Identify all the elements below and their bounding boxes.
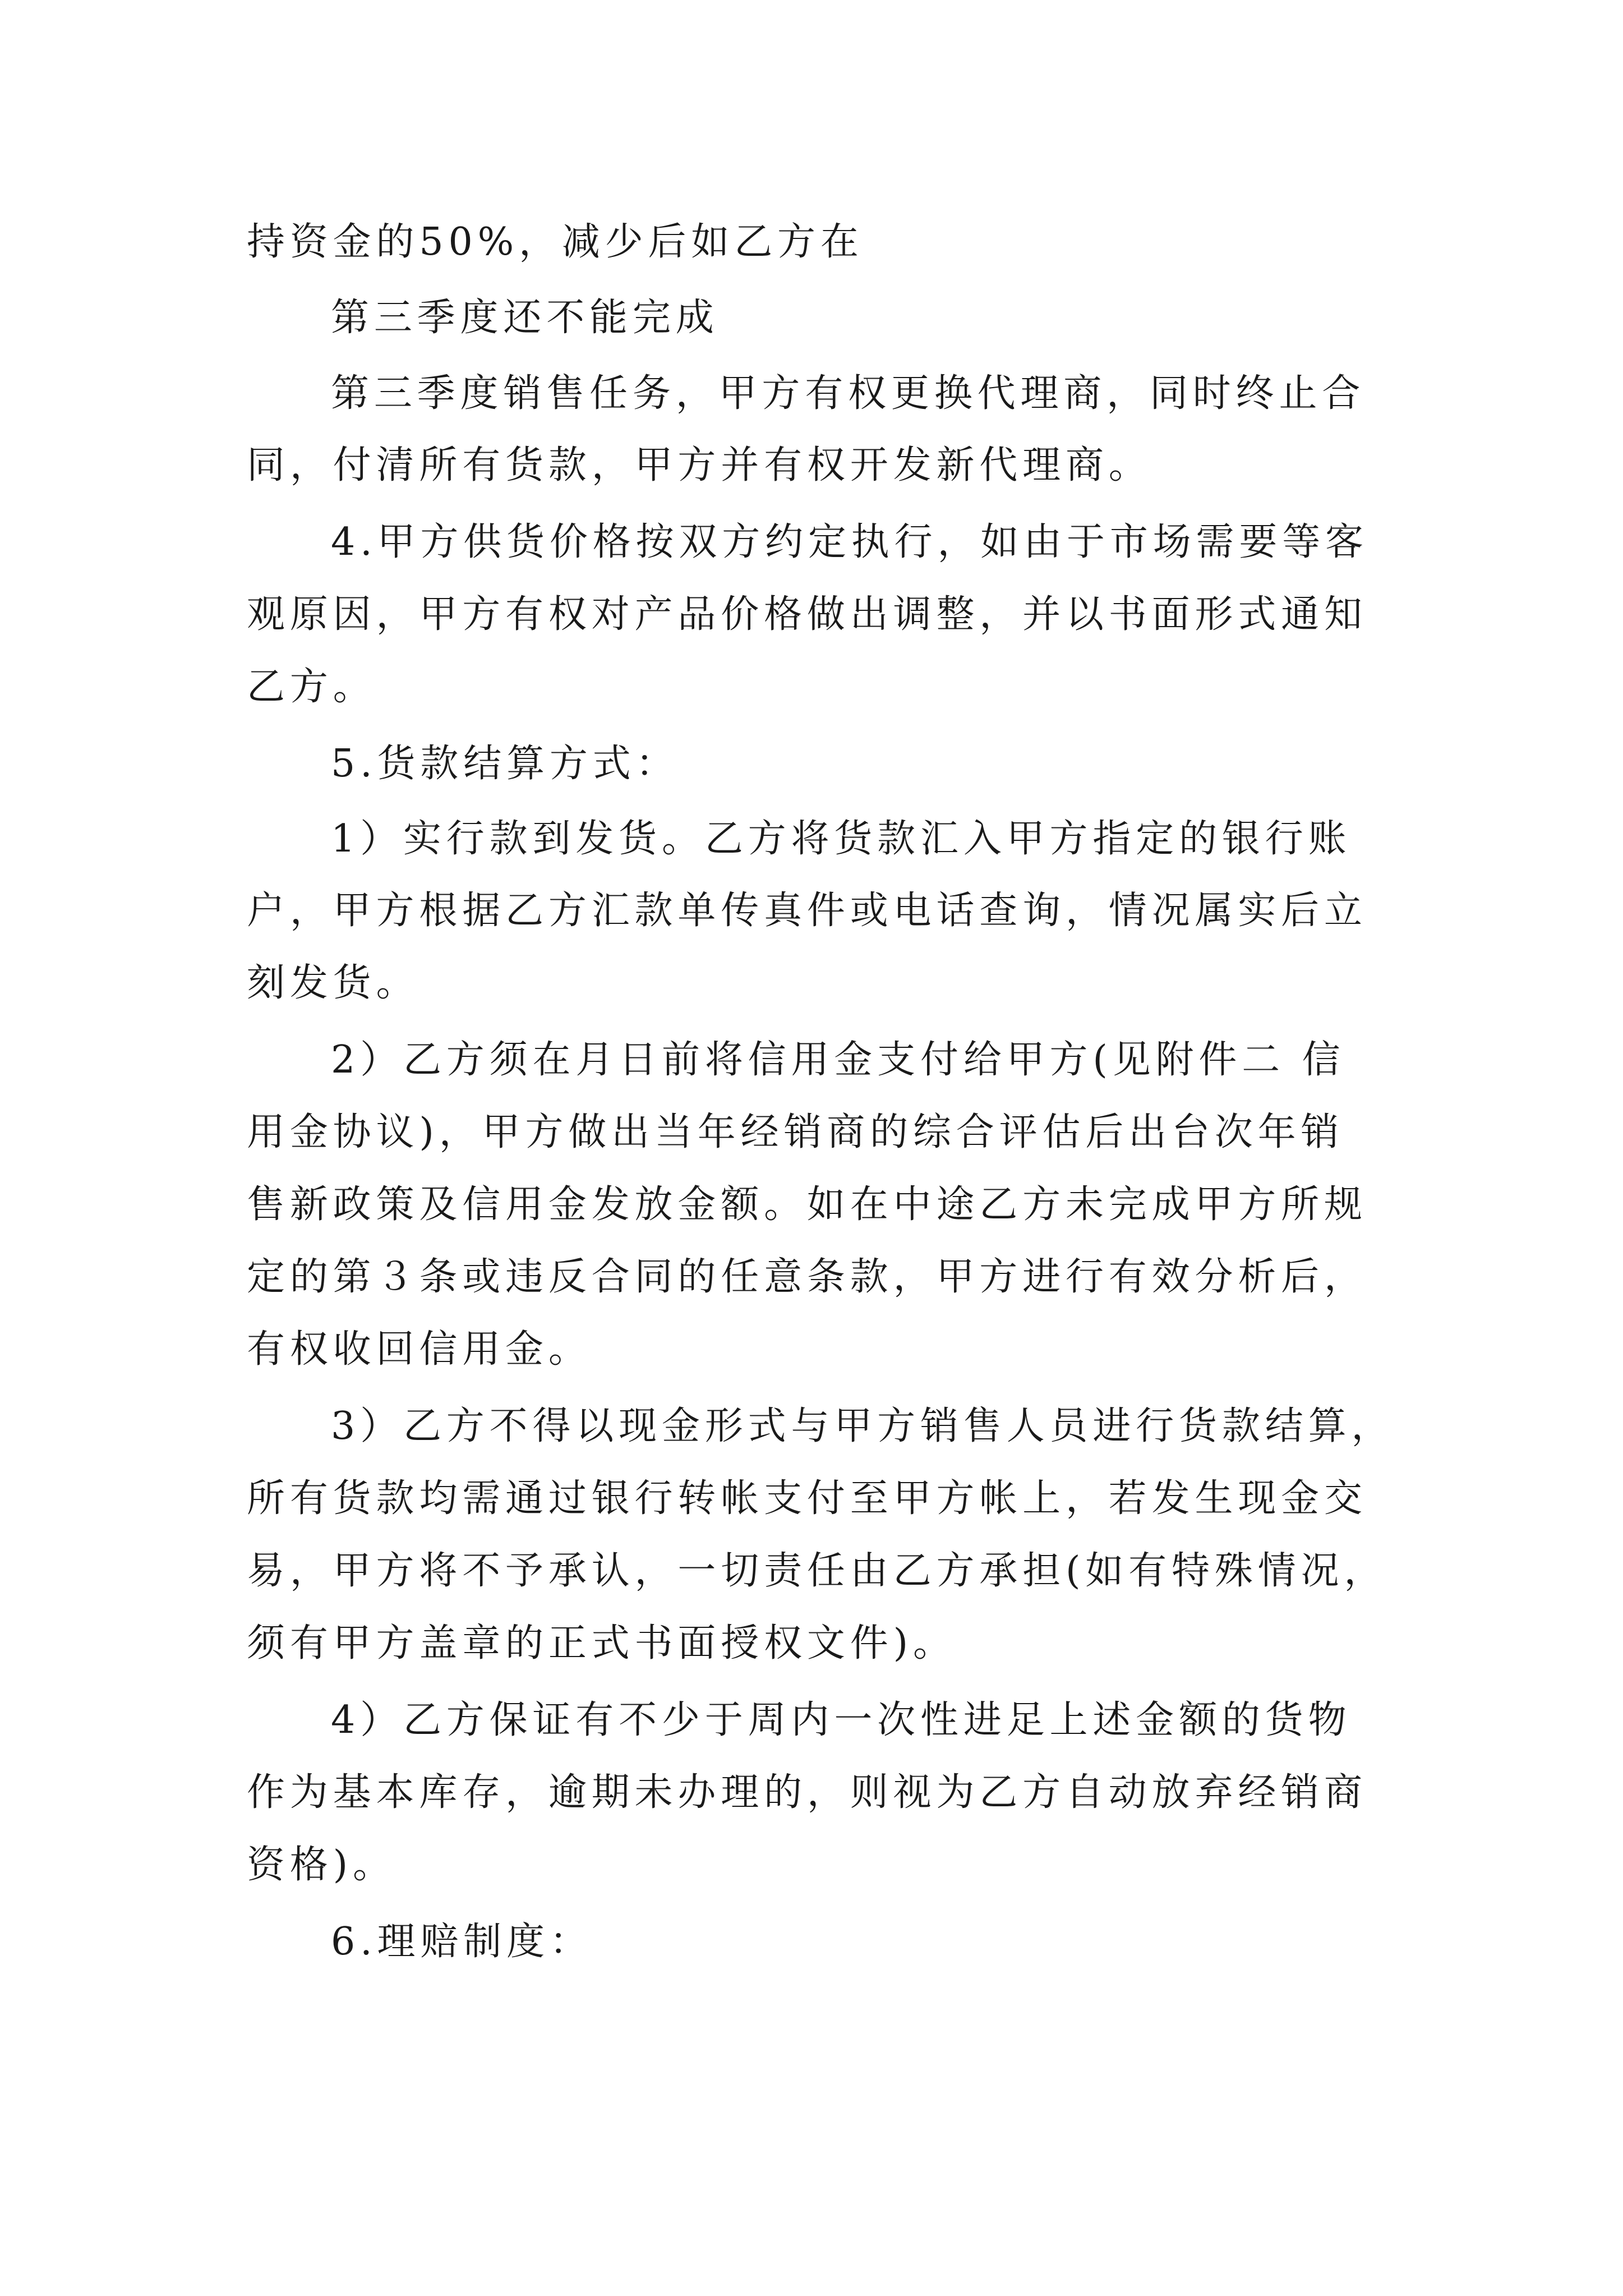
- text-line-6: 观原因，甲方有权对产品价格做出调整，并以书面形式通知: [247, 592, 1367, 637]
- text-line-14: 售新政策及信用金发放金额。如在中途乙方未完成甲方所规: [247, 1182, 1367, 1227]
- text-line-12: 2）乙方须在月日前将信用金支付给甲方(见附件二 信: [331, 1038, 1345, 1082]
- text-line-23: 资格)。: [247, 1843, 396, 1887]
- text-line-15: 定的第３条或违反合同的任意条款，甲方进行有效分析后，: [247, 1255, 1367, 1299]
- text-line-8: 5.货款结算方式：: [331, 742, 679, 786]
- text-line-17: 3）乙方不得以现金形式与甲方销售人员进行货款结算，: [331, 1404, 1395, 1448]
- text-line-24: 6.理赔制度：: [331, 1920, 593, 1964]
- text-line-21: 4）乙方保证有不少于周内一次性进足上述金额的货物: [331, 1698, 1352, 1742]
- text-line-2: 第三季度还不能完成: [331, 296, 719, 340]
- text-line-7: 乙方。: [247, 665, 376, 709]
- text-line-20: 须有甲方盖章的正式书面授权文件)。: [247, 1621, 956, 1665]
- text-line-4: 同，付清所有货款，甲方并有权开发新代理商。: [247, 443, 1152, 487]
- text-line-9: 1）实行款到发货。乙方将货款汇入甲方指定的银行账: [331, 817, 1352, 861]
- text-line-5: 4.甲方供货价格按双方约定执行，如由于市场需要等客: [331, 520, 1368, 564]
- text-line-16: 有权收回信用金。: [247, 1327, 592, 1372]
- text-line-22: 作为基本库存，逾期未办理的，则视为乙方自动放弃经销商: [247, 1770, 1367, 1815]
- text-line-10: 户，甲方根据乙方汇款单传真件或电话查询，情况属实后立: [247, 889, 1367, 933]
- text-line-1: 持资金的50%，减少后如乙方在: [247, 220, 864, 264]
- text-line-11: 刻发货。: [247, 961, 419, 1005]
- text-line-19: 易，甲方将不予承认，一切责任由乙方承担(如有特殊情况，: [247, 1549, 1387, 1593]
- text-line-13: 用金协议)，甲方做出当年经销商的综合评估后出台次年销: [247, 1110, 1344, 1154]
- text-line-18: 所有货款均需通过银行转帐支付至甲方帐上，若发生现金交: [247, 1476, 1367, 1521]
- text-line-3: 第三季度销售任务，甲方有权更换代理商，同时终止合: [331, 371, 1366, 416]
